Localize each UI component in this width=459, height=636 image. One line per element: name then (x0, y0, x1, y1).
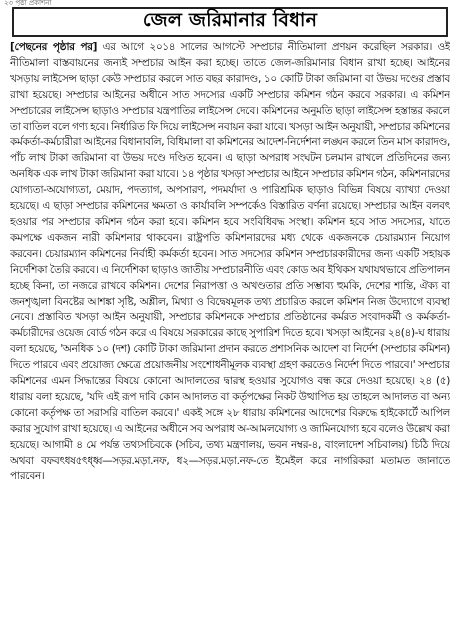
continuation-label: [পেছনের পৃষ্ঠার পর] (10, 41, 98, 53)
headline-box (12, 7, 448, 37)
article-body (10, 40, 450, 634)
headline: জেল জরিমানার বিধান (142, 9, 318, 31)
article-text: এর আগে ২০১৪ সালের আগস্টে সম্প্রচার নীতিমালা প্রণয়ন করেছিল সরকার। ওই নীতিমালা বাস্তবায়নের জন্যই সম্প্রচার আইন করা হচ্ছে। তাতে জেল-জরিমানার বিধান রাখা হচ্ছে। আইনের খসড়ায় লাইসেন্স ছাড়া কেউ সম্প্রচার করলে সাত বছর কারাদণ্ড, ১০ কোটি টাকা জরিমানা বা উভয় দণ্ডের প্রস্তাব রাখা হয়েছে। সম্প্রচার আইনের অধীনে সাত সদস্যের একটি সম্প্রচার কমিশন গঠন করবে সরকার। এ কমিশন সম্প্রচারের লাইসেন্স ছাড়াও সম্প্রচার যন্ত্রপাতির লাইসেন্স দেবে। কমিশনের অনুমতি ছাড়া লাইসেন্স হস্তান্তর করলে তা বাতিল বলে গণ্য হবে। নির্ধারিত ফি দিয়ে লাইসেন্স নবায়ন করা যাবে। খসড়া আইন অনুযায়ী, সম্প্রচার কমিশনের কর্মকর্তা-কর্মচারীরা আইনের বিধানাবলি, বিধিমালা বা কমিশনের আদেশ-নির্দেশনা লঙ্ঘন করলে তিন মাস কারাদণ্ড, পাঁচ লাখ টাকা জরিমানা বা উভয় দণ্ডে দণ্ডিত হবেন। এ ছাড়া অপরাধ সংঘটন চলমান রাখলে প্রতিদিনের জন্য অনধিক এক লাখ টাকা জরিমানা করা যাবে। ১৪ পৃষ্ঠার খসড়া সম্প্রচার আইনে সম্প্রচার কমিশন গঠন, কমিশনারদের যোগ্যতা-অযোগ্যতা, মেয়াদ, পদত্যাগ, অপসারণ, পদমর্যাদা ও পারিশ্রমিক ছাড়াও বিভিন্ন বিষয়ে ব্যাখ্যা দেওয়া হয়েছে। এ ছাড়া সম্প্রচার কমিশনের ক্ষমতা ও কার্যাবলি সম্পর্কেও বিস্তারিত বর্ণনা রয়েছে। সম্প্রচার আইন বলবৎ হওয়ার পর সম্প্রচার কমিশন গঠন করা হবে। কমিশন হবে সংবিধিবদ্ধ সংস্থা। কমিশন হবে সাত সদস্যের, যাতে কমপক্ষে একজন নারী কমিশনার থাকবেন। রাষ্ট্রপতি কমিশনারদের মধ্য থেকে একজনকে চেয়ারম্যান নিয়োগ করবেন। চেয়ারম্যান কমিশনের নির্বাহী কর্মকর্তা হবেন। সাত সদস্যের কমিশন সম্প্রচারকারীদের জন্য একটি সহায়ক নির্দেশিকা তৈরি করবে। এ নির্দেশিকা ছাড়াও জাতীয় সম্প্রচারনীতি এবং কোড অব ইথিকস যথাযথভাবে প্রতিপালন হচ্ছে কিনা, তা নজরে রাখবে কমিশন। দেশের নিরাপত্তা ও অখণ্ডতার প্রতি সম্ভাব্য হুমকি, দেশের শান্তি, ঐক্য বা জনশৃঙ্খলা বিনষ্টের আশঙ্কা সৃষ্টি, অশ্লীল, মিথ্যা ও বিদ্বেষমূলক তথ্য প্রচারিত করলে কমিশন নিজ উদ্যোগে ব্যবস্থা নেবে। প্রস্তাবিত খসড়া আইন অনুযায়ী, সম্প্রচার কমিশনকে সম্প্রচার প্রতিষ্ঠানের কর্মরত সংবাদকর্মী ও কর্মকর্তা-কর্মচারীদের ওয়েজ বোর্ড গঠন করে এ বিষয়ে সরকারের কাছে সুপারিশ দিতে হবে। খসড়া আইনের ২৪(৪)-ঘ ধারায় বলা হয়েছে, 'অনধিক ১০ (দশ) কোটি টাকা জরিমানা প্রদান করতে প্রশাসনিক আদেশ বা নির্দেশ (সম্প্রচার কমিশন) দিতে পারবে এবং প্রয়োজ্য ক্ষেত্রে প্রয়োজনীয় সংশোধনীমূলক ব্যবস্থা গ্রহণ করতেও নির্দেশ দিতে পারবে।' সম্প্রচার কমিশনের এমন সিদ্ধান্তের বিষয়ে কোনো আদালতের দ্বারস্থ হওয়ার সুযোগও বন্ধ করে দেওয়া হয়েছে। ২৪ (৫) ধারায় বলা হয়েছে, 'যদি এই রূপ দাবি কোন আদালত বা কর্তৃপক্ষের নিকট উত্থাপিত হয় তাহলে আদালত বা অন্য কোনো কর্তৃপক্ষ তা সরাসরি বাতিল করবে।' একই সঙ্গে ২৮ ধারায় কমিশনের আদেশের বিরুদ্ধে হাইকোর্টে আপিল করার সুযোগ রাখা হয়েছে। এ আইনের অধীনে সব অপরাধ অ-আমলযোগ্য ও জামিনযোগ্য হবে বলেও উল্লেখ করা হয়েছে। আগামী ৪ মে পর্যন্ত তথ্যসচিবকে (সচিব, তথ্য মন্ত্রণালয়, ভবন নম্বর-৪, বাংলাদেশ সচিবালয়) চিঠি দিয়ে অথবা বফবৎধষ৫ৎধ্ধ্ব—সড়র.মড়া.নফ, ধ২—সড়র.মড়া.নফ-তে ইমেইল করে নাগরিকরা মতামত জানাতে পারবেন। (10, 41, 450, 483)
page-top-strip: ২৩ পৃষ্ঠা প্রকাশনা (4, 0, 52, 6)
